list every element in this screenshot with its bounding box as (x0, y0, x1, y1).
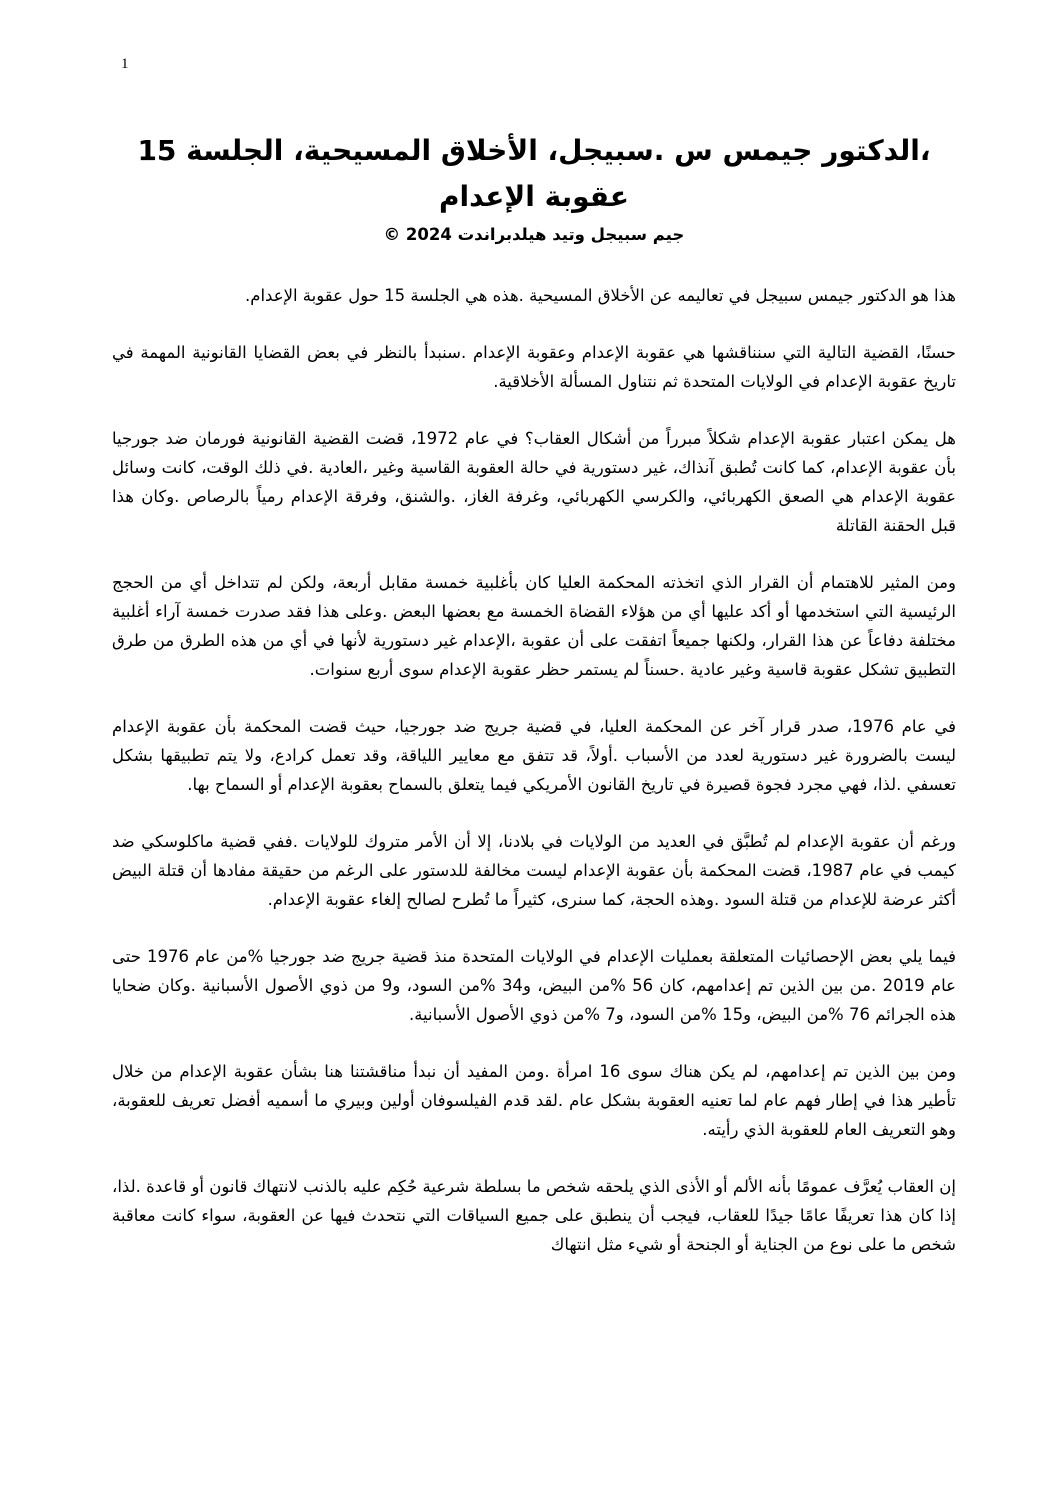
paragraph: ومن المثير للاهتمام أن القرار الذي اتخذته المحكمة العليا كان بأغلبية خمسة مقابل أربعة، ولكن لم تتداخل أي من الحجج الرئيسية التي استخدمها أو أكد عليها أي من هؤلاء القضاة الخمسة مع بعضها البعض .وعلى هذا فقد صدرت خمسة آراء أغلبية مختلفة دفاعاً عن هذا القرار، ولكنها جميعاً اتفقت على أن عقوبة ،الإعدام غير دستورية لأنها في أي من هذه الطرق من طرق التطبيق تشكل عقوبة قاسية وغير عادية .حسناً لم يستمر حظر عقوبة الإعدام سوى أربع سنوات. (112, 573, 956, 679)
body-text (112, 281, 956, 1259)
paragraph: هل يمكن اعتبار عقوبة الإعدام شكلاً مبرراً من أشكال العقاب؟ في عام 1972، قضت القضية القانونية فورمان ضد جورجيا بأن عقوبة الإعدام، كما كانت تُطبق آنذاك، غير دستورية في حالة العقوبة القاسية وغير ،العادية .في ذلك الوقت، كانت وسائل عقوبة الإعدام هي الصعق الكهربائي، والكرسي الكهربائي، وغرفة الغاز، .والشنق، وفرقة الإعدام رمياً بالرصاص .وكان هذا قبل الحقنة القاتلة (112, 429, 956, 535)
title-line-1: ،الدكتور جيمس س .سبيجل، الأخلاق المسيحية، الجلسة 15 (137, 134, 931, 167)
paragraph: في عام 1976، صدر قرار آخر عن المحكمة العليا، في قضية جريج ضد جورجيا، حيث قضت المحكمة بأن عقوبة الإعدام ليست بالضرورة غير دستورية لعدد من الأسباب .أولاً، قد تتفق مع معايير اللياقة، وقد تعمل كرادع، ولا يتم تطبيقها بشكل تعسفي .لذا، فهي مجرد فجوة قصيرة في تاريخ القانون الأمريكي فيما يتعلق بالسماح بعقوبة الإعدام أو السماح بها. (112, 717, 956, 794)
copyright-line: جيم سبيجل وتيد هيلدبراندت 2024 © (383, 225, 685, 244)
paragraph: هذا هو الدكتور جيمس سبيجل في تعاليمه عن الأخلاق المسيحية .هذه هي الجلسة 15 حول عقوبة الإعدام. (245, 286, 956, 305)
paragraph: ورغم أن عقوبة الإعدام لم تُطبَّق في العديد من الولايات في بلادنا، إلا أن الأمر متروك للولايات .ففي قضية ماكلوسكي ضد كيمب في عام 1987، قضت المحكمة بأن عقوبة الإعدام ليست مخالفة للدستور على الرغم من حقيقة مفادها أن قتلة البيض أكثر عرضة للإعدام من قتلة السود .وهذه الحجة، كما سنرى، كثيراً ما تُطرح لصالح إلغاء عقوبة الإعدام. (112, 832, 956, 909)
document-content (112, 128, 956, 1287)
paragraph: فيما يلي بعض الإحصائيات المتعلقة بعمليات الإعدام في الولايات المتحدة منذ قضية جريج ضد جورجيا %من عام 1976 حتى عام 2019 .من بين الذين تم إعدامهم، كان 56 %من البيض، و34 %من السود، و9 من ذوي الأصول الأسبانية .وكان ضحايا هذه الجرائم 76 %من البيض، و15 %من السود، و7 %من ذوي الأصول الأسبانية. (112, 947, 956, 1024)
paragraph: إن العقاب يُعرَّف عمومًا بأنه الألم أو الأذى الذي يلحقه شخص ما بسلطة شرعية حُكِم عليه بالذنب لانتهاك قانون أو قاعدة .لذا، إذا كان هذا تعريفًا عامًا جيدًا للعقاب، فيجب أن ينطبق على جميع السياقات التي نتحدث فيها عن العقوبة، سواء كانت معاقبة شخص ما على نوع من الجناية أو الجنحة أو شيء مثل انتهاك (112, 1177, 956, 1254)
paragraph: حسنًا، القضية التالية التي سنناقشها هي عقوبة الإعدام وعقوبة الإعدام .سنبدأ بالنظر في بعض القضايا القانونية المهمة في تاريخ عقوبة الإعدام في الولايات المتحدة ثم نتناول المسألة الأخلاقية. (112, 343, 956, 391)
document-title (112, 128, 956, 220)
title-line-2: عقوبة الإعدام (439, 180, 629, 213)
page-number: 1 (121, 56, 129, 72)
paragraph: ومن بين الذين تم إعدامهم، لم يكن هناك سوى 16 امرأة .ومن المفيد أن نبدأ مناقشتنا هنا بشأن عقوبة الإعدام من خلال تأطير هذا في إطار فهم عام لما تعنيه العقوبة بشكل عام .لقد قدم الفيلسوفان أولين وبيري ما أسميه أفضل تعريف للعقوبة، وهو التعريف العام للعقوبة الذي رأيته. (112, 1062, 956, 1139)
